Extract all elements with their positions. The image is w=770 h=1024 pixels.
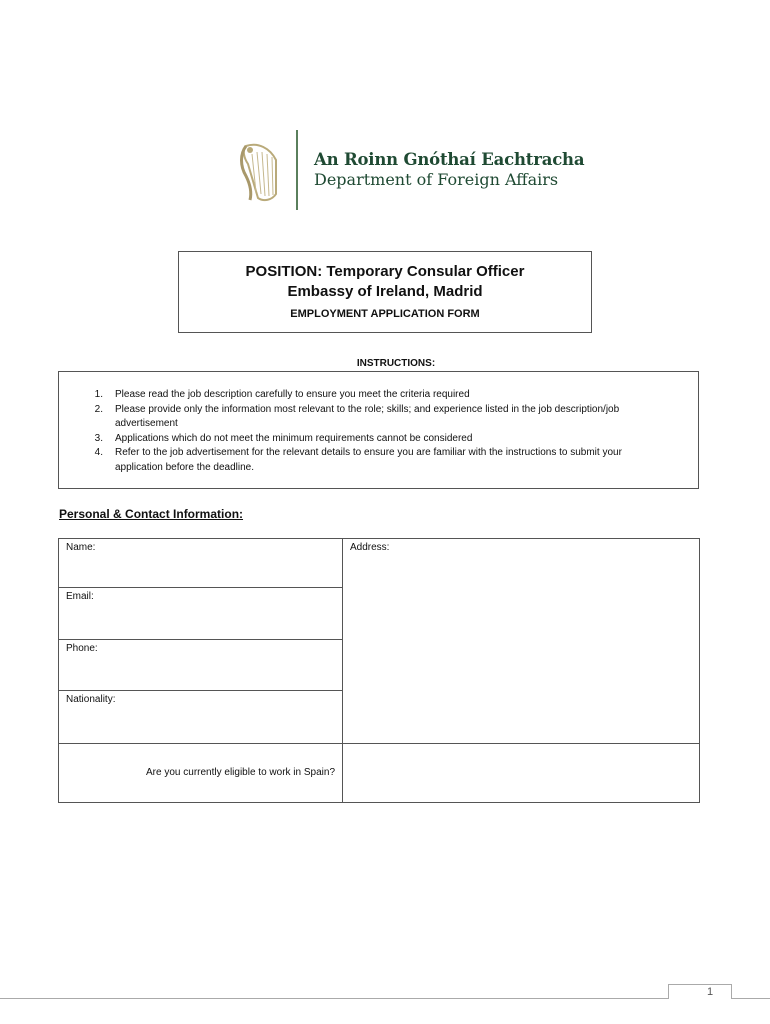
address-field[interactable] [343, 539, 699, 743]
form-title: EMPLOYMENT APPLICATION FORM [290, 308, 480, 320]
address-label: Address: [350, 542, 390, 553]
department-logo [236, 130, 585, 210]
phone-label: Phone: [66, 643, 98, 654]
instruction-text: Refer to the job advertisement for the relevant details to ensure you are familiar with the instructions to submit your application before the deadline. [115, 447, 622, 473]
personal-section-title: Personal & Contact Information: [59, 507, 244, 521]
footer-rule [730, 998, 770, 999]
instruction-text: Please read the job description carefully to ensure you meet the criteria required [115, 389, 470, 400]
phone-field[interactable] [59, 640, 342, 690]
position-location: Embassy of Ireland, Madrid [287, 283, 483, 300]
instruction-number: 1. [94, 389, 103, 400]
org-name-irish: An Roinn Gnóthaí Eachtracha [314, 150, 585, 169]
position-box [178, 251, 592, 333]
nationality-field[interactable] [59, 691, 342, 743]
instruction-item [59, 388, 668, 403]
instruction-text: Please provide only the information most relevant to the role; skills; and experience listed in the job description/job advertisement [115, 403, 620, 430]
instruction-item [59, 446, 668, 475]
instruction-text: Applications which do not meet the minimum requirements cannot be considered [115, 432, 473, 444]
instruction-number: 3. [94, 432, 103, 444]
instruction-number: 2. [94, 403, 103, 415]
email-label: Email: [66, 591, 94, 602]
instruction-item [59, 403, 668, 432]
org-name-english: Department of Foreign Affairs [314, 170, 559, 189]
instruction-item [59, 432, 668, 447]
position-title: POSITION: Temporary Consular Officer [245, 263, 525, 280]
eligibility-question: Are you currently eligible to work in Spain? [146, 767, 335, 778]
nationality-label: Nationality: [66, 694, 116, 705]
name-field[interactable] [59, 539, 342, 587]
harp-emblem-icon [236, 140, 284, 204]
instructions-list [59, 372, 698, 476]
logo-text [314, 150, 584, 190]
logo-divider [296, 130, 298, 210]
email-field[interactable] [59, 588, 342, 639]
name-label: Name: [66, 542, 96, 553]
instruction-number: 4. [94, 447, 103, 459]
instructions-heading: INSTRUCTIONS: [356, 358, 436, 369]
eligibility-answer-field[interactable] [343, 744, 699, 802]
footer-rule [0, 998, 668, 999]
personal-info-table [58, 538, 700, 803]
instructions-box [58, 371, 699, 489]
eligibility-question-cell [59, 743, 342, 803]
page-number: 1 [706, 986, 714, 998]
